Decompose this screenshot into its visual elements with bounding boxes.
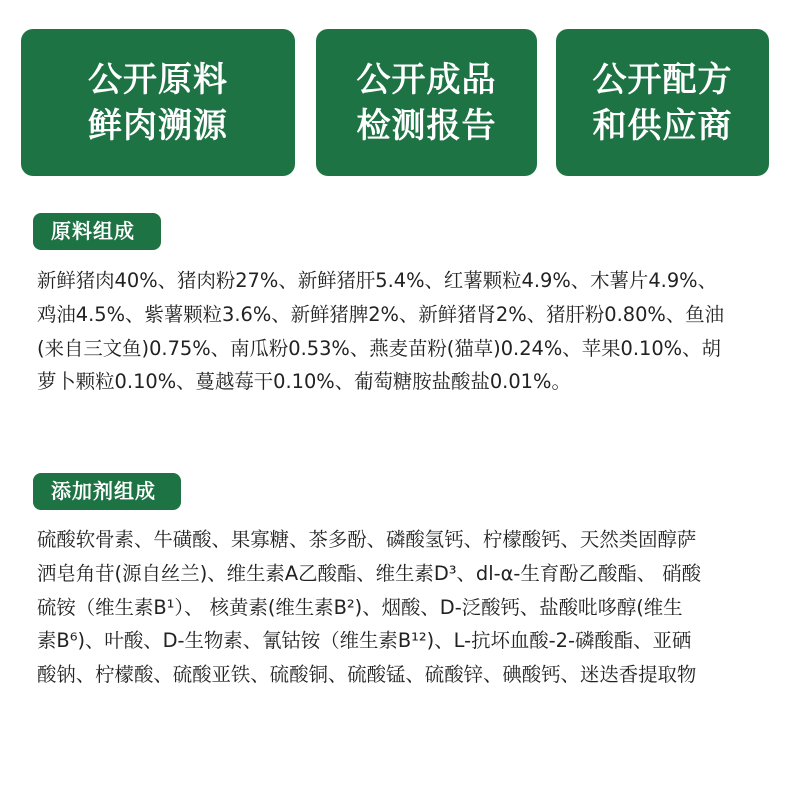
card-line: 和供应商 xyxy=(592,105,733,146)
card-line: 公开成品 xyxy=(356,59,497,100)
card-line: 公开原料 xyxy=(88,59,228,100)
text-line: 酸钠、柠檬酸、硫酸亚铁、硫酸铜、硫酸锰、硫酸锌、碘酸钙、迷迭香提取物 xyxy=(37,663,697,687)
additives-heading: 添加剂组成 xyxy=(33,473,181,510)
card-open-test-report xyxy=(316,29,537,176)
text-line: 洒皂角苷(源自丝兰)、维生素A乙酸酯、维生素D³、dl-α-生育酚乙酸酯、 硝酸 xyxy=(37,561,702,585)
text-line: (来自三文鱼)0.75%、南瓜粉0.53%、燕麦苗粉(猫草)0.24%、苹果0.10%、胡 xyxy=(37,336,721,360)
text-line: 鸡油4.5%、紫薯颗粒3.6%、新鲜猪脾2%、新鲜猪肾2%、猪肝粉0.80%、鱼油 xyxy=(37,302,725,326)
ingredients-heading: 原料组成 xyxy=(33,213,161,250)
text-line: 新鲜猪肉40%、猪肉粉27%、新鲜猪肝5.4%、红薯颗粒4.9%、木薯片4.9%、 xyxy=(37,269,717,292)
card-line: 鲜肉溯源 xyxy=(88,105,228,146)
text-line: 萝卜颗粒0.10%、蔓越莓干0.10%、葡萄糖胺盐酸盐0.01%。 xyxy=(37,370,571,394)
card-open-formula-supplier xyxy=(556,29,769,176)
ingredients-text xyxy=(37,264,777,399)
text-line: 硫铵（维生素B¹）、 核黄素(维生素B²)、烟酸、D-泛酸钙、盐酸吡哆醇(维生 xyxy=(37,595,683,619)
feature-cards xyxy=(0,0,800,200)
text-line: 硫酸软骨素、牛磺酸、果寡糖、茶多酚、磷酸氢钙、柠檬酸钙、天然类固醇萨 xyxy=(37,528,697,551)
card-line: 检测报告 xyxy=(356,105,497,146)
card-open-ingredients xyxy=(21,29,295,176)
text-line: 素B⁶)、叶酸、D-生物素、氰钴铵（维生素B¹²)、L-抗坏血酸-2-磷酸酯、亚硒 xyxy=(37,629,692,653)
additives-text xyxy=(37,523,777,692)
card-line: 公开配方 xyxy=(592,59,733,100)
